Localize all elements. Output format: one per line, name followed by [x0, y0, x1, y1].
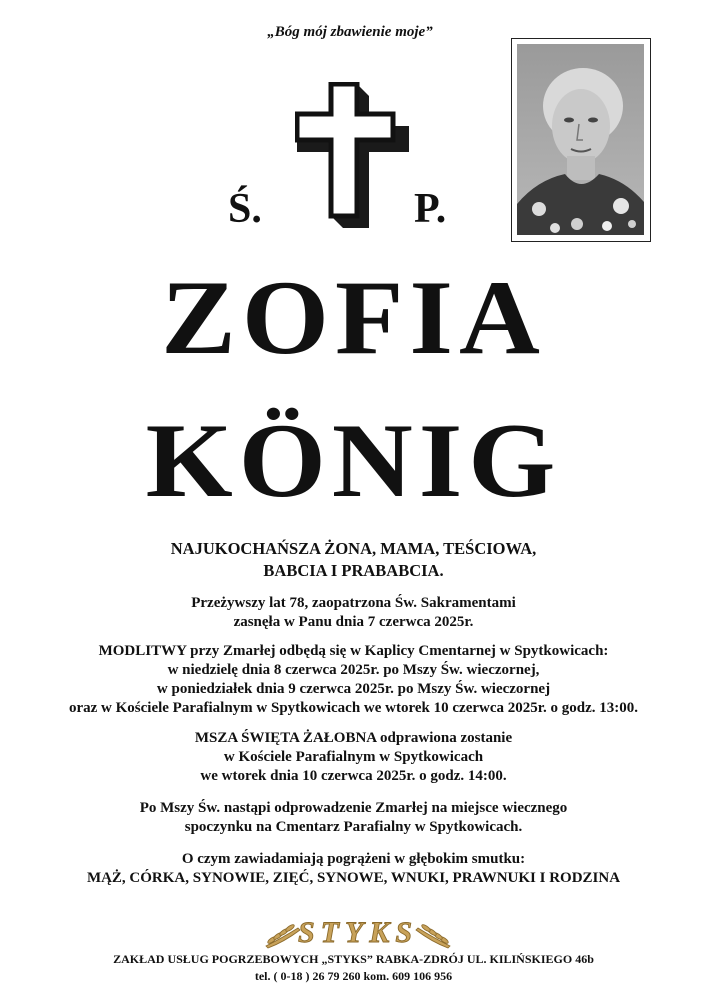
death-info-line: Przeżywszy lat 78, zaopatrzona Św. Sakramentami [191, 595, 516, 611]
sp-right-letter: P. [414, 186, 447, 232]
cross-icon [295, 82, 411, 233]
sp-left-letter: Ś. [228, 186, 262, 232]
portrait-photo [511, 38, 651, 242]
prayers-block [0, 642, 707, 718]
roles-line: NAJUKOCHAŃSZA ŻONA, MAMA, TEŚCIOWA, [170, 539, 537, 558]
burial-block [0, 799, 707, 837]
footer-company: ZAKŁAD USŁUG POGRZEBOWYCH „STYKS” RABKA-ZDRÓJ UL. KILIŃSKIEGO 46b [113, 952, 594, 966]
last-name: KÖNIG [145, 402, 562, 520]
death-info-block [0, 594, 707, 632]
mass-line: MSZA ŚWIĘTA ŻAŁOBNA odprawiona zostanie [194, 730, 513, 746]
mass-line: w Kościele Parafialnym w Spytkowicach [223, 749, 484, 765]
mourners-block [0, 850, 707, 888]
burial-line: spoczynku na Cmentarz Parafialny w Spytkowicach. [184, 819, 523, 835]
footer-phone: tel. ( 0-18 ) 26 79 260 kom. 609 106 956 [254, 969, 453, 983]
first-name: ZOFIA [161, 259, 546, 377]
mass-block [0, 729, 707, 786]
prayers-line: w poniedziałek dnia 9 czerwca 2025r. po Mszy Św. wieczornej [156, 681, 551, 697]
roles-line: BABCIA I PRABABCIA. [263, 561, 444, 580]
styks-logo-text: STYKS [297, 916, 419, 949]
prayers-line: oraz w Kościele Parafialnym w Spytkowicach we wtorek 10 czerwca 2025r. o godz. 13:00. [68, 700, 639, 716]
mass-line: we wtorek dnia 10 czerwca 2025r. o godz. 14:00. [200, 768, 507, 784]
mourners-line: O czym zawiadamiają pogrążeni w głębokim smutku: [181, 851, 526, 867]
motto-text: „Bóg mój zbawienie moje” [267, 24, 433, 40]
burial-line: Po Mszy Św. nastąpi odprowadzenie Zmarłej na miejsce wiecznego [139, 800, 568, 816]
prayers-line: w niedzielę dnia 8 czerwca 2025r. po Mszy Św. wieczornej, [167, 662, 540, 678]
prayers-line: MODLITWY przy Zmarłej odbędą się w Kaplicy Cmentarnej w Spytkowicach: [98, 643, 609, 659]
roles-block [0, 538, 707, 582]
footer-block [0, 951, 707, 985]
death-info-line: zasnęła w Panu dnia 7 czerwca 2025r. [233, 614, 474, 630]
mourners-line: MĄŻ, CÓRKA, SYNOWIE, ZIĘĆ, SYNOWE, WNUKI, PRAWNUKI I RODZINA [86, 870, 621, 886]
